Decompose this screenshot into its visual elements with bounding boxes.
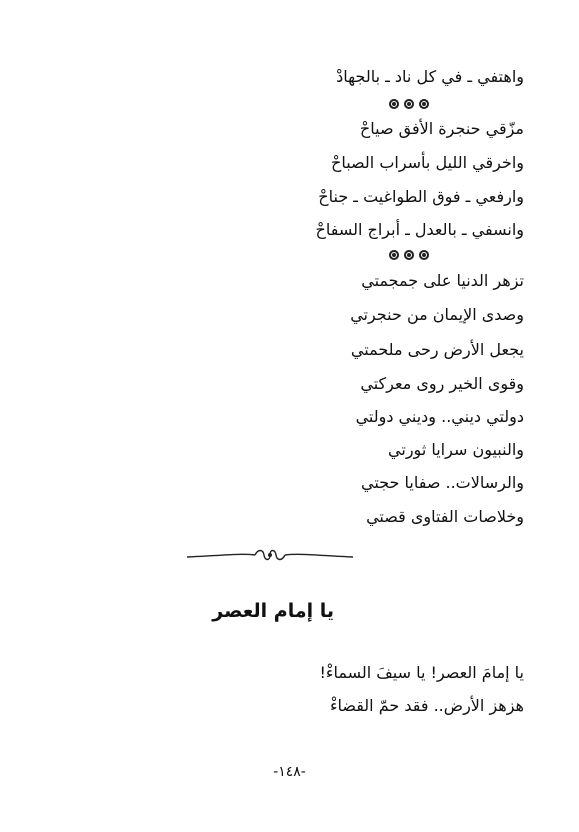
ornament-dot [389,99,399,109]
verse-line: دولتي ديني.. وديني دولتي [355,407,524,426]
verse-line: واخرقي الليل بأسراب الصباحْ [331,153,524,172]
verse-line: وخلاصات الفتاوى قصتي [366,507,524,526]
verse-line: وانسفي ـ بالعدل ـ أبراج السفاحْ [315,220,524,239]
ornament-dot [389,250,399,260]
ornament-dot [404,99,414,109]
verse-line: يجعل الأرض رحى ملحمتي [350,340,524,359]
ornament-dot [419,99,429,109]
verse-line: واهتفي ـ في كل ناد ـ بالجهادْ [336,67,524,86]
page-number: -١٤٨- [273,764,306,780]
ornament-dot [419,250,429,260]
verse-line: وقوى الخير روى معركتي [360,374,524,393]
verse-line: والرسالات.. صفايا حجتي [361,473,524,492]
verse-line: مزّقي حنجرة الأفق صياحْ [359,119,524,138]
verse-line: يا إمامَ العصر! يا سيفَ السماءْ! [319,663,524,682]
stanza-separator-ornament [389,248,429,262]
verse-line: وصدى الإيمان من حنجرتي [350,305,524,324]
section-divider-ornament [185,542,355,570]
verse-line: هزهز الأرض.. فقد حمّ القضاءْ [329,696,524,715]
section-title: يا إمام العصر [212,600,334,622]
verse-line: والنبيون سرايا ثورتي [388,440,524,459]
verse-line: وارفعي ـ فوق الطواغيت ـ جناحْ [318,187,524,206]
stanza-separator-ornament [389,97,429,111]
ornament-dot [404,250,414,260]
verse-line: تزهر الدنيا على جمجمتي [361,271,524,290]
